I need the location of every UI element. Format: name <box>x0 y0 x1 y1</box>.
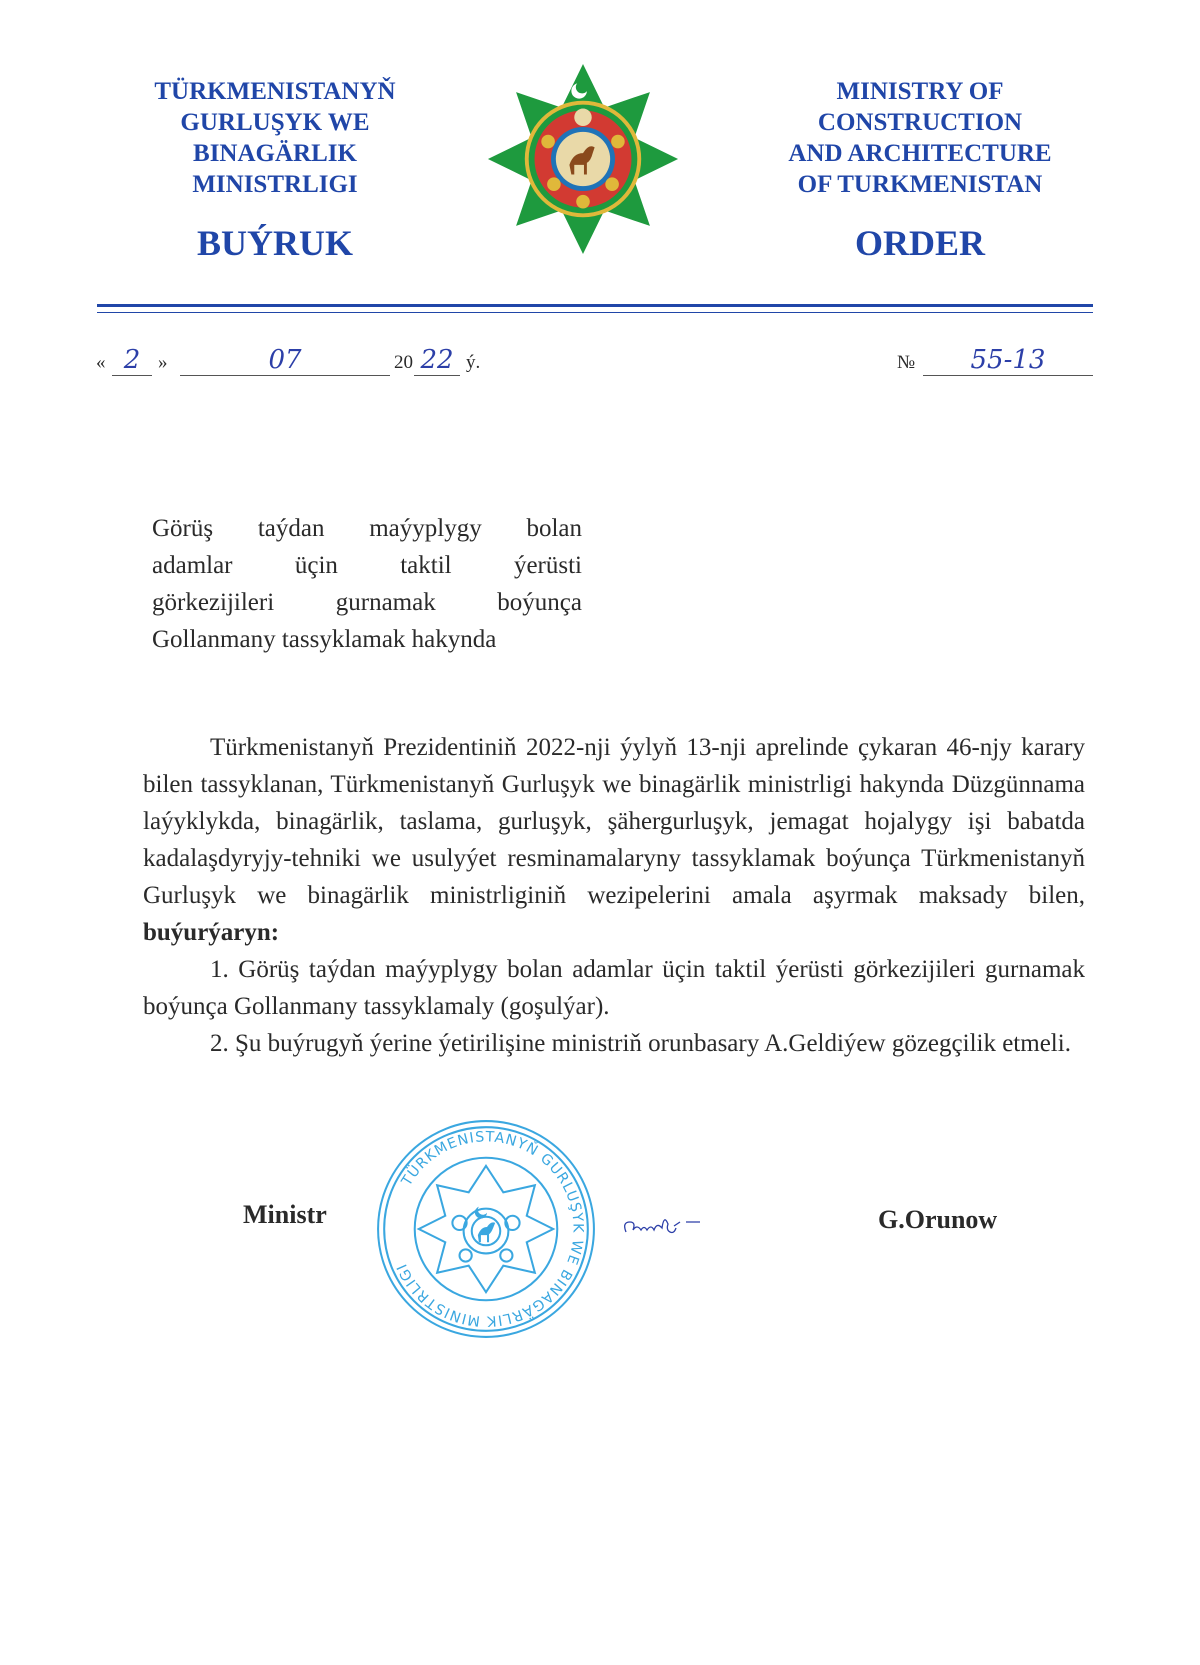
ministry-name-line: BINAGÄRLIK <box>193 140 357 167</box>
subject-line: Görüş taýdan maýyplygy bolan <box>152 515 582 542</box>
date-year-suffix: 22 <box>414 345 460 376</box>
order-item-2: 2. Şu buýrugyň ýerine ýetirilişine ministriň orunbasary A.Geldiýew gözegçilik etmeli. <box>210 1030 1071 1057</box>
signatory-role: Ministr <box>243 1200 327 1229</box>
handwritten-signature-icon <box>618 1208 708 1244</box>
date-close-quote: » <box>158 352 168 373</box>
subject-line: Gollanmany tassyklamak hakynda <box>152 626 497 653</box>
subject-line: görkezijileri gurnamak boýunça <box>152 589 582 616</box>
ministry-name-english <box>755 76 1085 200</box>
ministry-name-turkmen <box>130 76 420 200</box>
ministry-name-line: OF TURKMENISTAN <box>797 171 1043 198</box>
date-year-mark: ý. <box>466 352 481 373</box>
state-emblem-icon <box>486 62 680 256</box>
date-open-quote: « <box>96 352 106 373</box>
ministry-name-line: MINISTRLIGI <box>192 171 358 198</box>
ministry-name-line: GURLUŞYK WE <box>180 109 370 136</box>
ministry-name-line: MINISTRY OF <box>836 78 1004 105</box>
signatory-name: G.Orunow <box>878 1205 998 1234</box>
order-item-1: 1. Görüş taýdan maýyplygy bolan adamlar üçin taktil ýerüsti görkezijileri gurnamak boýunça Gollanmany tassyklamaly (goşulýar). <box>143 956 1085 1020</box>
order-date <box>96 346 516 380</box>
body-preamble <box>143 729 1085 951</box>
header-divider-thin <box>97 312 1093 313</box>
number-label: № <box>897 352 916 373</box>
order-title-english: ORDER <box>854 223 985 263</box>
official-stamp-icon <box>374 1117 598 1341</box>
ministry-name-line: TÜRKMENISTANYŇ <box>154 78 396 105</box>
date-year-prefix: 20 <box>394 352 413 373</box>
stamp-ring-text: TÜRKMENISTANYŇ GURLUŞYK WE BINAGÄRLIK MINISTRLIGI <box>393 1129 586 1329</box>
date-day: 2 <box>112 345 152 376</box>
subject-line: adamlar üçin taktil ýerüsti <box>152 552 582 579</box>
date-month: 07 <box>180 345 390 376</box>
order-title-turkmen: BUÝRUK <box>196 223 353 263</box>
ministry-name-line: AND ARCHITECTURE <box>788 140 1052 167</box>
order-subject <box>152 510 582 658</box>
ministry-name-line: CONSTRUCTION <box>817 109 1023 136</box>
header-divider <box>97 304 1093 307</box>
order-body <box>143 729 1085 1062</box>
order-word: buýurýaryn: <box>143 919 280 946</box>
number-value: 55-13 <box>923 345 1093 376</box>
preamble-text: Türkmenistanyň Prezidentiniň 2022-nji ýylyň 13-nji aprelinde çykaran 46-njy karary bilen tassyklanan, Türkmenistanyň Gurluşyk we binagärlik ministrligi hakynda Düzgünnama laýyklykda, binagärlik, taslama, gurluşyk, şähergurluşyk, jemagat hojalygy işi babatda kadalaşdyryjy-tehniki we usulyýet resminamalaryny tassyklamak boýunça Türkmenistanyň Gurluşyk we binagärlik ministrliginiň wezipelerini amala aşyrmak maksady bilen, <box>143 734 1085 909</box>
order-number <box>897 346 1095 380</box>
